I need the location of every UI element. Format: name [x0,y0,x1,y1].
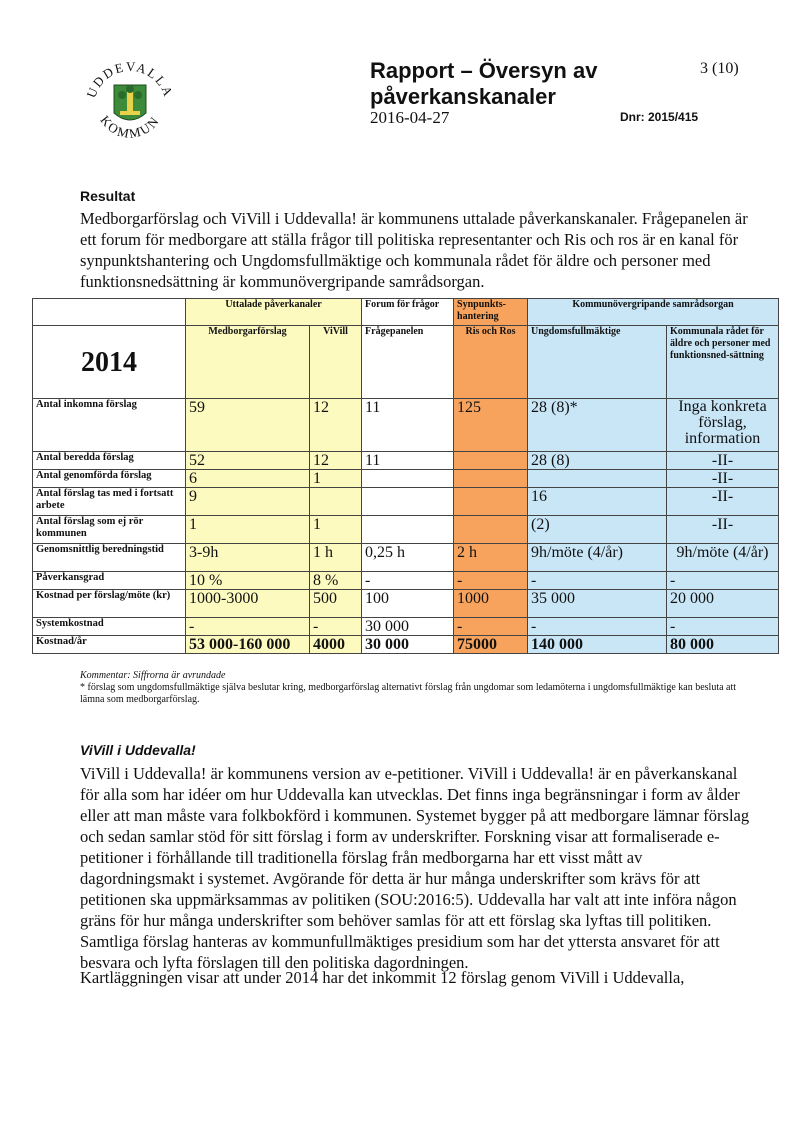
result-paragraph: Medborgarförslag och ViVill i Uddevalla! är kommunens uttalade påverkanskanaler. Frågepanelen är ett forum för medborgare att ställa frågor till politiska representanter och Ris och ros är en kanal för synpunktshantering och Ungdomsfullmäktige och kommunala rådet för äldre och personer med funktionsnedsättning är kommunövergripande samrådsorgan. [80,209,748,291]
row-label: Antal förslag som ej rör kommunen [33,516,186,544]
table-cell [454,452,528,470]
table-cell: 35 000 [528,590,667,618]
table-cell: 140 000 [528,636,667,654]
table-cell: (2) [528,516,667,544]
table-cell: Inga konkreta förslag, information [667,399,779,452]
table-cell: - [528,618,667,636]
diary-number: Dnr: 2015/415 [620,110,699,124]
table-year: 2014 [33,326,186,399]
table-cell: 20 000 [667,590,779,618]
table-cell: 1 [186,516,310,544]
table-cell [362,488,454,516]
table-cell: 1 [310,470,362,488]
table-cell: 53 000-160 000 [186,636,310,654]
page-number: 3 (10) [700,60,739,77]
row-label: Påverkansgrad [33,572,186,590]
table-row [33,636,779,654]
table-cell [310,488,362,516]
table-cell: 2 h [454,544,528,572]
col-header-medborgar: Medborgarförslag [186,326,310,399]
table-cell: 12 [310,452,362,470]
group-header-kommun: Kommunövergripande samrådsorgan [528,299,779,326]
logo-text-top: UDDEVALLA [83,58,177,100]
table-cell: -II- [667,452,779,470]
table-cell [454,516,528,544]
table-row [33,488,779,516]
row-label: Antal förslag tas med i fortsatt arbete [33,488,186,516]
mapping-paragraph: Kartläggningen visar att under 2014 har det inkommit 12 förslag genom ViVill i Uddevalla, [80,968,685,987]
table-cell: - [186,618,310,636]
row-label: Genomsnittlig beredningstid [33,544,186,572]
table-cell: 28 (8)* [528,399,667,452]
vivill-paragraph: ViVill i Uddevalla! är kommunens version av e-petitioner. ViVill i Uddevalla! är en påverkanskanal för alla som har idéer om hur Uddevalla kan utvecklas. Det finns inga begränsningar i form av ålder eller att man måste vara folkbokförd i kommunen. Systemet bygger på att medborgare lämnar förslag och sedan samlar stöd för sitt förslag i form av underskrifter. Forskning visar att formaliserade e-petitioner i förhållande till traditionella förslag från medborgarna har ett visst mått av dagordningsmakt i systemet. Avgörande för detta är hur många underskrifter som krävs för att petitionen ska uppmärksammas av politiken (SOU:2016:5). Uddevalla har valt att inte införa någon gräns för hur många underskrifter som behöver samlas för att ett förslag ska lyftas till politiken. Samtliga förslag hanteras av kommunfullmäktiges presidium som har det yttersta ansvaret för att besvara och lyfta förslagen till den politiska dagordningen. [80,764,750,972]
table-row [33,470,779,488]
row-label: Antal beredda förslag [33,452,186,470]
table-cell: 1 [310,516,362,544]
result-heading: Resultat [80,188,136,204]
table-cell: - [362,572,454,590]
table-cell: 59 [186,399,310,452]
col-header-vivill: ViVill [310,326,362,399]
table-cell: 1 h [310,544,362,572]
municipality-logo [80,55,180,155]
table-cell: 28 (8) [528,452,667,470]
table-row [33,399,779,452]
col-header-fragepanel: Frågepanelen [362,326,454,399]
table-cell: 100 [362,590,454,618]
vivill-heading: ViVill i Uddevalla! [80,742,196,758]
table-row [33,572,779,590]
table-cell: 52 [186,452,310,470]
table-cell: 11 [362,399,454,452]
table-row [33,618,779,636]
table-cell: -II- [667,470,779,488]
table-cell: 6 [186,470,310,488]
table-cell [362,516,454,544]
table-cell [454,488,528,516]
table-cell: -II- [667,516,779,544]
table-cell: 3-9h [186,544,310,572]
table-cell: 0,25 h [362,544,454,572]
table-cell: 1000-3000 [186,590,310,618]
table-cell: 8 % [310,572,362,590]
table-cell [528,470,667,488]
table-cell: - [667,618,779,636]
table-cell: 9 [186,488,310,516]
table-cell: 125 [454,399,528,452]
table-row [33,590,779,618]
table-cell [362,470,454,488]
table-cell: - [528,572,667,590]
table-cell: 1000 [454,590,528,618]
row-label: Kostnad/år [33,636,186,654]
group-header-uttalade: Uttalade påverkanaler [186,299,362,326]
comment-label: Kommentar: Siffrorna är avrundade [80,670,226,681]
row-label: Kostnad per förslag/möte (kr) [33,590,186,618]
table-cell: 80 000 [667,636,779,654]
table-cell: - [310,618,362,636]
table-corner-top [33,299,186,326]
logo-text-bottom: KOMMUN [97,112,163,142]
table-cell: - [454,618,528,636]
comment-footnote: * förslag som ungdomsfullmäktige själva beslutar kring, medborgarförslag alternativt förslag från ungdomar som ledamöterna i ungdomsfullmäktige kan besluta att lämna som medborgarförslag. [80,682,737,705]
col-header-kommunala: Kommunala rådet för äldre och personer med funktionsned-sättning [667,326,779,399]
group-header-forum: Forum för frågor [362,299,454,326]
coat-of-arms-icon [114,85,146,120]
table-cell: 500 [310,590,362,618]
table-cell: 75000 [454,636,528,654]
table-comment [80,670,760,706]
table-row [33,452,779,470]
influence-channels-table [32,298,778,656]
table-cell: - [667,572,779,590]
group-header-synpunkt: Synpunkts-hantering [454,299,528,326]
row-label: Systemkostnad [33,618,186,636]
row-label: Antal genomförda förslag [33,470,186,488]
table-cell: 4000 [310,636,362,654]
table-cell: 16 [528,488,667,516]
table-cell: 30 000 [362,618,454,636]
report-title: Rapport – Översyn av påverkanskanaler [370,58,598,109]
col-header-risros: Ris och Ros [454,326,528,399]
table-cell: 10 % [186,572,310,590]
col-header-ungdom: Ungdomsfullmäktige [528,326,667,399]
table-row [33,516,779,544]
table-cell: 11 [362,452,454,470]
report-date: 2016-04-27 [370,108,450,127]
table-cell: 9h/möte (4/år) [667,544,779,572]
table-cell: 9h/möte (4/år) [528,544,667,572]
table-cell: 30 000 [362,636,454,654]
row-label: Antal inkomna förslag [33,399,186,452]
table-cell: 12 [310,399,362,452]
table-cell: - [454,572,528,590]
table-row [33,544,779,572]
table-cell [454,470,528,488]
table-cell: -II- [667,488,779,516]
